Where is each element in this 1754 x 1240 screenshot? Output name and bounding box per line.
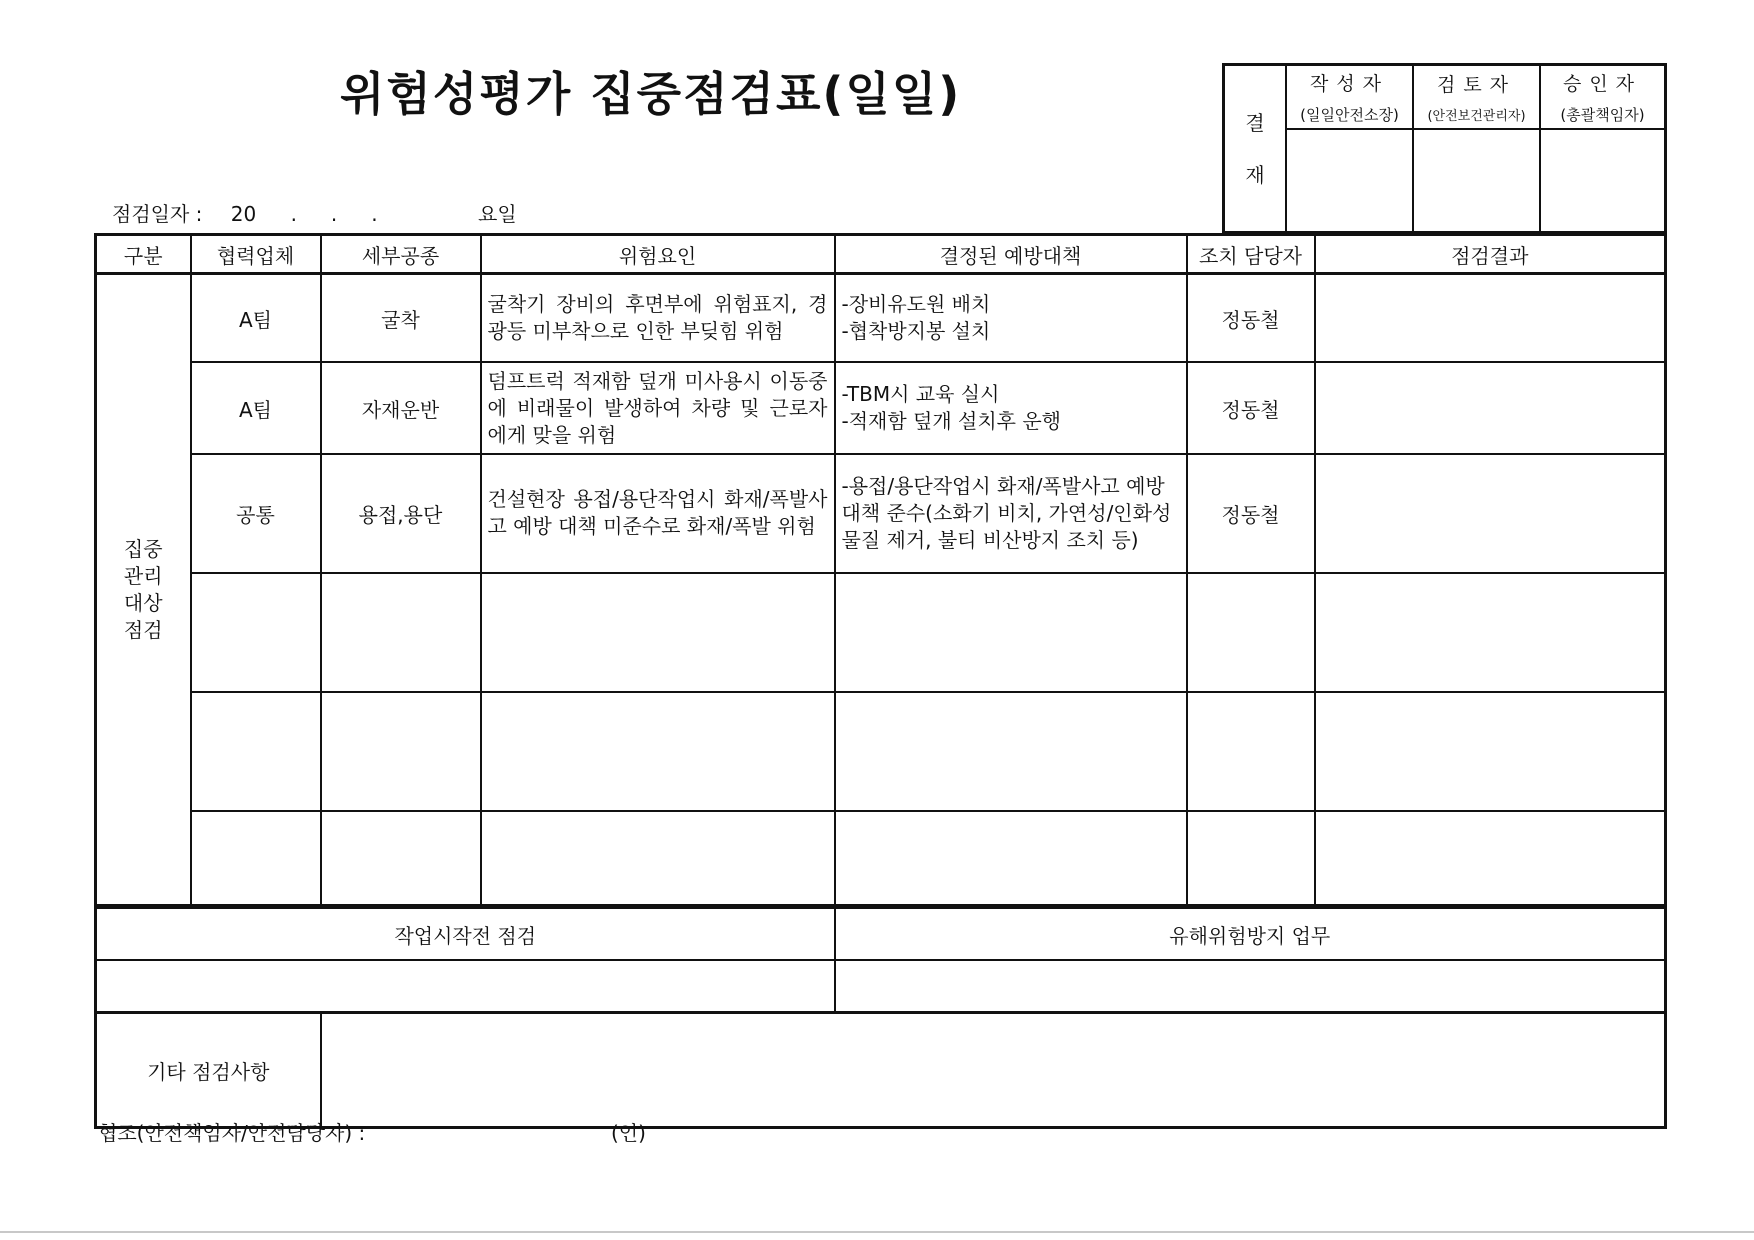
- other-items-label: 기타 점검사항: [96, 1013, 321, 1128]
- company-cell[interactable]: [191, 811, 321, 906]
- header-risk-factor: 위험요인: [481, 235, 835, 274]
- document-title: 위험성평가 집중점검표(일일): [340, 67, 962, 121]
- company-cell[interactable]: [191, 573, 321, 692]
- scan-edge-line: [0, 1231, 1754, 1233]
- manager-cell[interactable]: 정동철: [1187, 362, 1315, 454]
- hazard-prevention-label: 유해위험방지 업무: [835, 908, 1666, 960]
- inspection-date-line: [112, 198, 517, 227]
- work-type-cell[interactable]: [321, 811, 481, 906]
- approval-role-reviewer: 검토자 (안전보건관리자): [1414, 66, 1541, 130]
- company-cell[interactable]: A팀: [191, 362, 321, 454]
- measures-cell[interactable]: -TBM시 교육 실시 -적재함 덮개 설치후 운행: [835, 362, 1187, 454]
- measures-cell[interactable]: [835, 692, 1187, 811]
- header-category: 구분: [96, 235, 191, 274]
- measures-cell[interactable]: [835, 573, 1187, 692]
- approval-sign-reviewer[interactable]: [1414, 130, 1541, 231]
- other-items-field[interactable]: [321, 1013, 1666, 1128]
- result-cell[interactable]: [1315, 573, 1666, 692]
- bottom-input-row: [96, 960, 1666, 1013]
- table-row: [96, 274, 1666, 363]
- manager-cell[interactable]: 정동철: [1187, 454, 1315, 573]
- table-row-empty: [96, 692, 1666, 811]
- risk-factor-cell[interactable]: [481, 573, 835, 692]
- table-row-empty: [96, 811, 1666, 906]
- hazard-prevention-field[interactable]: [835, 960, 1666, 1013]
- manager-cell[interactable]: 정동철: [1187, 274, 1315, 363]
- measures-cell[interactable]: [835, 811, 1187, 906]
- manager-cell[interactable]: [1187, 692, 1315, 811]
- header-measures: 결정된 예방대책: [835, 235, 1187, 274]
- header-result: 점검결과: [1315, 235, 1666, 274]
- result-cell[interactable]: [1315, 811, 1666, 906]
- inspection-weekday-label: 요일: [478, 202, 517, 226]
- bottom-header-row: [96, 908, 1666, 960]
- measures-cell[interactable]: -용접/용단작업시 화재/폭발사고 예방대책 준수(소화기 비치, 가연성/인화성물질 제거, 불티 비산방지 조치 등): [835, 454, 1187, 573]
- approval-box: [1222, 63, 1667, 234]
- risk-factor-cell[interactable]: [481, 692, 835, 811]
- table-row-empty: [96, 573, 1666, 692]
- header-work-type: 세부공종: [321, 235, 481, 274]
- approval-sign-approver[interactable]: [1541, 130, 1664, 231]
- bottom-table: [94, 907, 1667, 1129]
- result-cell[interactable]: [1315, 454, 1666, 573]
- pre-work-check-field[interactable]: [96, 960, 835, 1013]
- header-company: 협력업체: [191, 235, 321, 274]
- manager-cell[interactable]: [1187, 573, 1315, 692]
- approval-sign-author[interactable]: [1287, 130, 1414, 231]
- risk-factor-cell[interactable]: 굴착기 장비의 후면부에 위험표지, 경광등 미부착으로 인한 부딪힘 위험: [481, 274, 835, 363]
- pre-work-check-label: 작업시작전 점검: [96, 908, 835, 960]
- approval-role-approver: 승인자 (총괄책임자): [1541, 66, 1664, 130]
- measures-cell[interactable]: -장비유도원 배치 -협착방지봉 설치: [835, 274, 1187, 363]
- other-items-row: [96, 1013, 1666, 1128]
- seal-mark: (인): [611, 1121, 646, 1145]
- header-manager: 조치 담당자: [1187, 235, 1315, 274]
- approval-role-author: 작성자 (일일안전소장): [1287, 66, 1414, 130]
- inspection-date-separators: ...: [290, 202, 412, 226]
- risk-factor-cell[interactable]: 건설현장 용접/용단작업시 화재/폭발사고 예방 대책 미준수로 화재/폭발 위험: [481, 454, 835, 573]
- result-cell[interactable]: [1315, 274, 1666, 363]
- table-header-row: [96, 235, 1666, 274]
- work-type-cell[interactable]: [321, 692, 481, 811]
- company-cell[interactable]: 공통: [191, 454, 321, 573]
- approval-label: 결 재: [1225, 66, 1287, 231]
- table-row: [96, 362, 1666, 454]
- risk-factor-cell[interactable]: [481, 811, 835, 906]
- table-row: [96, 454, 1666, 573]
- company-cell[interactable]: [191, 692, 321, 811]
- inspection-table: [94, 233, 1667, 907]
- work-type-cell[interactable]: 용접,용단: [321, 454, 481, 573]
- category-cell: 집중 관리 대상 점검: [96, 274, 191, 906]
- work-type-cell[interactable]: 굴착: [321, 274, 481, 363]
- cooperation-label: 협조(안전책임자/안전담당자) :: [98, 1121, 366, 1145]
- manager-cell[interactable]: [1187, 811, 1315, 906]
- work-type-cell[interactable]: [321, 573, 481, 692]
- risk-factor-cell[interactable]: 덤프트럭 적재함 덮개 미사용시 이동중에 비래물이 발생하여 차량 및 근로자에게 맞을 위험: [481, 362, 835, 454]
- result-cell[interactable]: [1315, 362, 1666, 454]
- result-cell[interactable]: [1315, 692, 1666, 811]
- inspection-date-year-prefix: 20: [230, 202, 257, 226]
- inspection-date-label: 점검일자 :: [112, 202, 203, 226]
- company-cell[interactable]: A팀: [191, 274, 321, 363]
- work-type-cell[interactable]: 자재운반: [321, 362, 481, 454]
- footer-cooperation: [98, 1117, 646, 1146]
